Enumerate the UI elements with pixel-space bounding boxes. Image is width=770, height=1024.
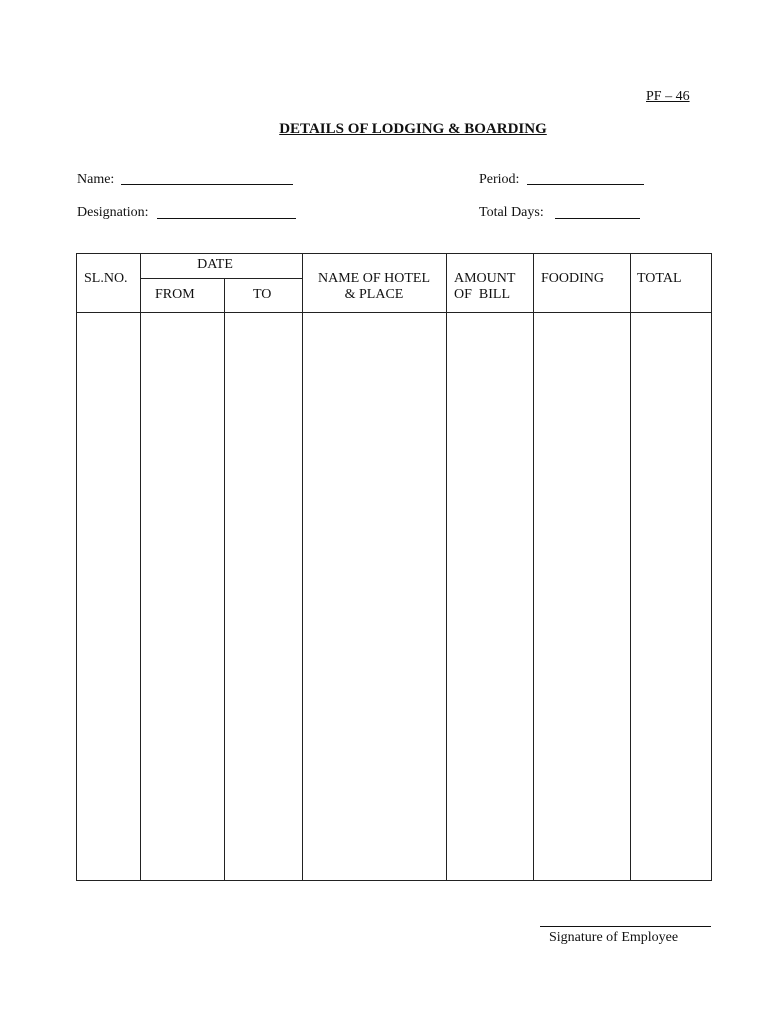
total-days-label: Total Days: bbox=[479, 205, 544, 220]
column-divider bbox=[630, 253, 631, 880]
designation-field[interactable] bbox=[157, 218, 296, 219]
lodging-table bbox=[76, 253, 712, 881]
header-fooding: FOODING bbox=[541, 271, 604, 286]
column-divider bbox=[533, 253, 534, 880]
total-days-field[interactable] bbox=[555, 218, 640, 219]
column-divider bbox=[140, 253, 141, 880]
period-field[interactable] bbox=[527, 184, 644, 185]
header-to: TO bbox=[253, 287, 272, 302]
header-divider bbox=[76, 312, 711, 313]
header-hotel-line1: NAME OF HOTEL bbox=[318, 271, 430, 286]
header-amount-line2: OF BILL bbox=[454, 287, 510, 302]
signature-label: Signature of Employee bbox=[549, 930, 679, 945]
name-field[interactable] bbox=[121, 184, 293, 185]
signature-line[interactable] bbox=[540, 926, 711, 927]
designation-label: Designation: bbox=[77, 205, 149, 220]
date-divider bbox=[140, 278, 302, 279]
name-label: Name: bbox=[77, 172, 115, 187]
period-label: Period: bbox=[479, 172, 520, 187]
header-slno: SL.NO. bbox=[84, 271, 128, 286]
page-title: DETAILS OF LODGING & BOARDING bbox=[279, 121, 547, 137]
header-date: DATE bbox=[197, 257, 233, 272]
column-divider bbox=[302, 253, 303, 880]
column-divider bbox=[224, 279, 225, 880]
header-from: FROM bbox=[155, 287, 195, 302]
form-number: PF – 46 bbox=[646, 89, 690, 104]
header-total: TOTAL bbox=[637, 271, 682, 286]
column-divider bbox=[446, 253, 447, 880]
header-hotel-line2: & PLACE bbox=[344, 287, 404, 302]
header-amount-line1: AMOUNT bbox=[454, 271, 516, 286]
